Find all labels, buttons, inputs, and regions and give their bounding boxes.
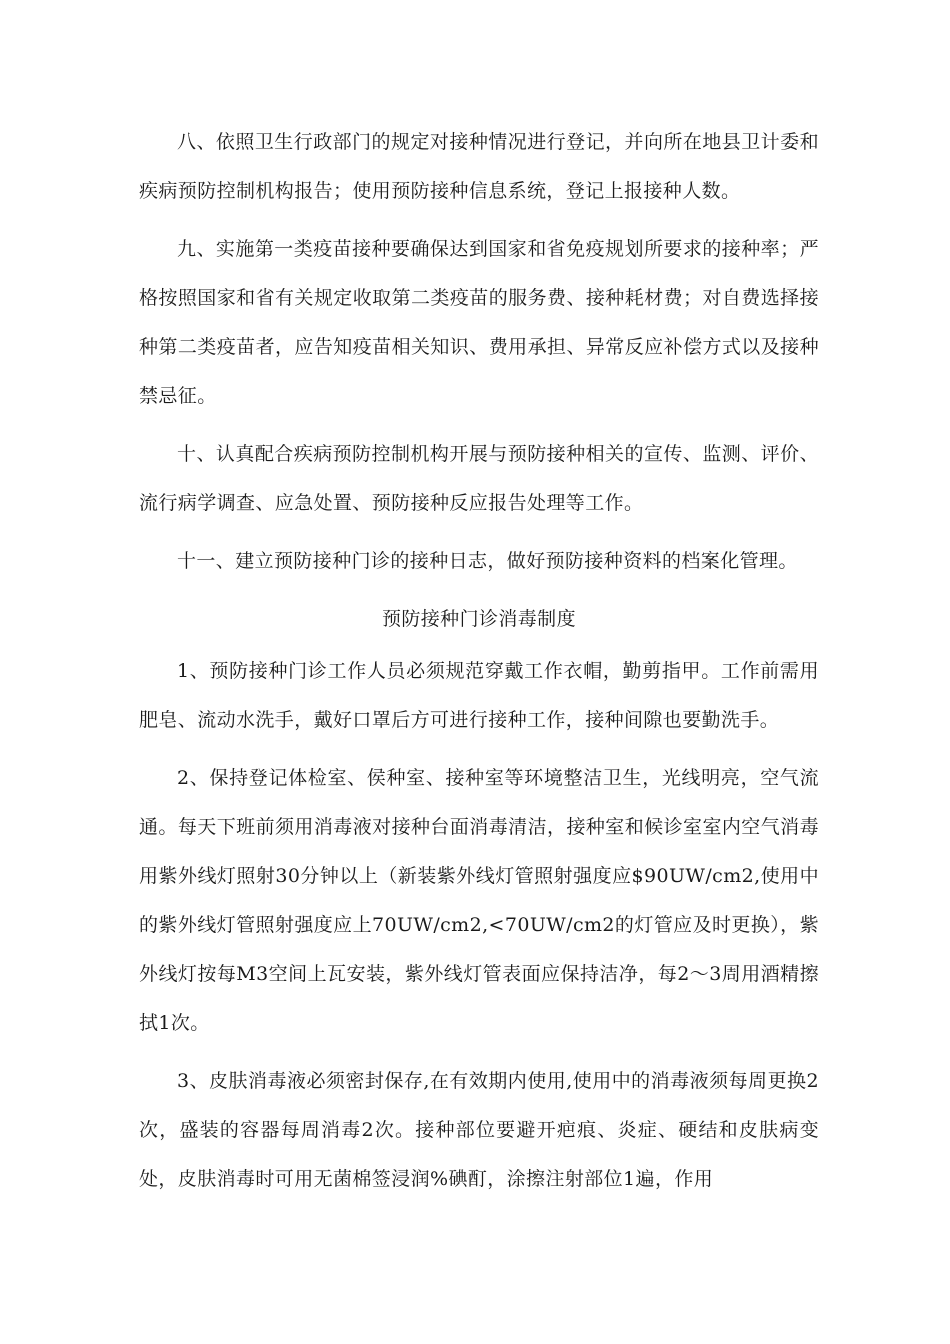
section-title: 预防接种门诊消毒制度: [381, 608, 576, 630]
paragraph-item-8: 八、依照卫生行政部门的规定对接种情况进行登记，并向所在地县卫计委和疾病预防控制机构报告；使用预防接种信息系统，登记上报接种人数。: [139, 131, 819, 202]
rule-paragraph-2: 2、保持登记体检室、侯种室、接种室等环境整洁卫生，光线明亮，空气流通。每天下班前须用消毒液对接种台面消毒清洁，接种室和候诊室室内空气消毒用紫外线灯照射30分钟以上（新装紫外线灯管照射强度应$90UW/cm2,使用中的紫外线灯管照射强度应上70UW/cm2,<70UW/cm2的灯管应及时更换），紫外线灯按每M3空间上瓦安装，紫外线灯管表面应保持洁净，每2〜3周用酒精擦拭1次。: [139, 767, 819, 1034]
rule-paragraph-1: 1、预防接种门诊工作人员必须规范穿戴工作衣帽，勤剪指甲。工作前需用肥皂、流动水洗手，戴好口罩后方可进行接种工作，接种间隙也要勤洗手。: [139, 660, 819, 731]
paragraph-item-10: 十、认真配合疾病预防控制机构开展与预防接种相关的宣传、监测、评价、流行病学调查、应急处置、预防接种反应报告处理等工作。: [139, 443, 819, 514]
paragraph-item-9: 九、实施第一类疫苗接种要确保达到国家和省免疫规划所要求的接种率；严格按照国家和省有关规定收取第二类疫苗的服务费、接种耗材费；对自费选择接种第二类疫苗者，应告知疫苗相关知识、费用承担、异常反应补偿方式以及接种禁忌征。: [139, 238, 819, 407]
rule-paragraph-3: 3、皮肤消毒液必须密封保存,在有效期内使用,使用中的消毒液须每周更换2次，盛装的容器每周消毒2次。接种部位要避开疤痕、炎症、硬结和皮肤病变处，皮肤消毒时可用无菌棉签浸润%碘酊，涂擦注射部位1遍，作用: [139, 1070, 819, 1190]
document-body: [139, 118, 819, 1213]
paragraph-item-11: 十一、建立预防接种门诊的接种日志，做好预防接种资料的档案化管理。: [177, 550, 798, 572]
